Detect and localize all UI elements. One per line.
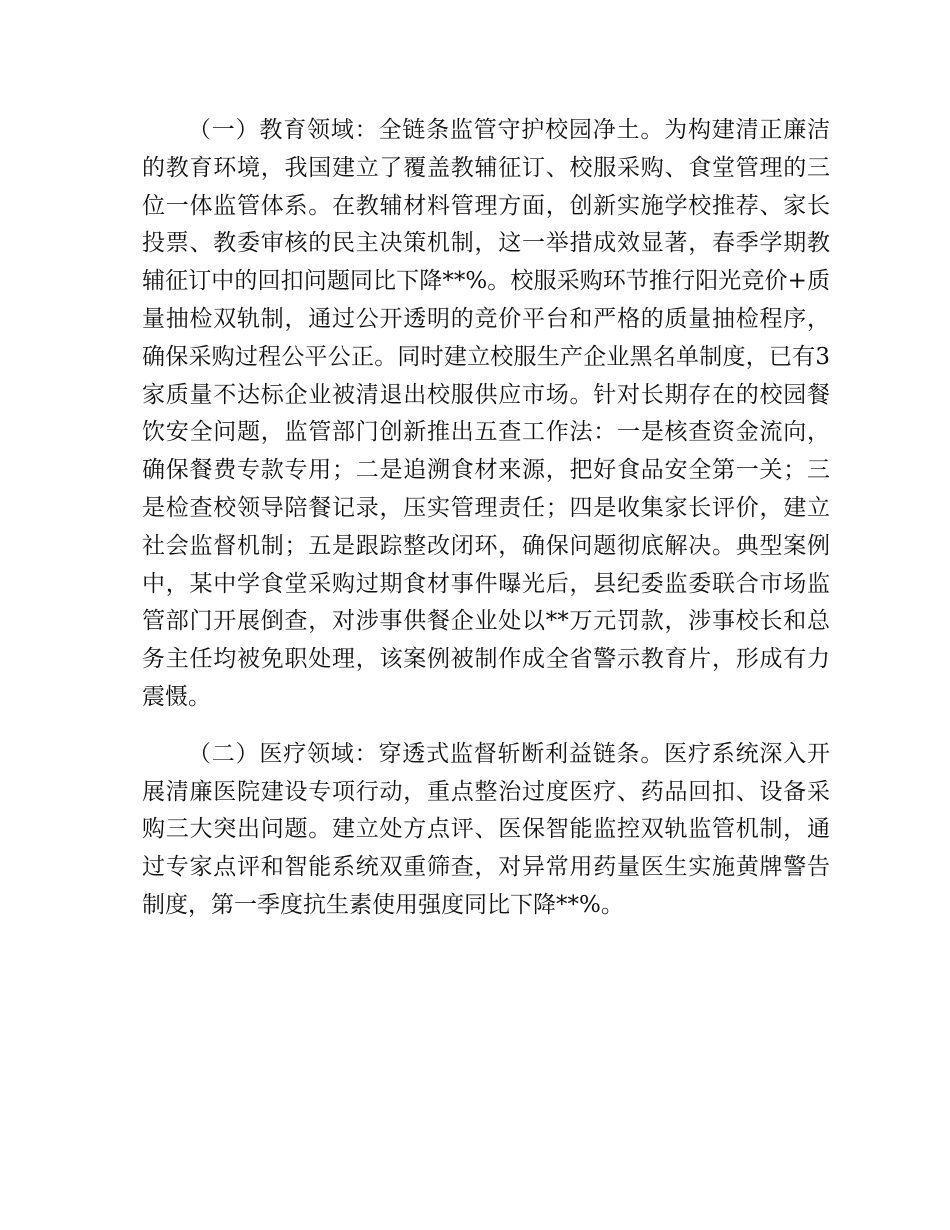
document-body [142,112,830,925]
paragraph-medical: （二）医疗领域：穿透式监督斩断利益链条。医疗系统深入开展清廉医院建设专项行动，重点整治过度医疗、药品回扣、设备采购三大突出问题。建立处方点评、医保智能监控双轨监管机制，通过专家点评和智能系统双重筛查，对异常用药量医生实施黄牌警告制度，第一季度抗生素使用强度同比下降**%。 [142,740,830,918]
paragraph-education: （一）教育领域：全链条监管守护校园净土。为构建清正廉洁的教育环境，我国建立了覆盖教辅征订、校服采购、食堂管理的三位一体监管体系。在教辅材料管理方面，创新实施学校推荐、家长投票、教委审核的民主决策机制，这一举措成效显著，春季学期教辅征订中的回扣问题同比下降**%。校服采购环节推行阳光竞价+质量抽检双轨制，通过公开透明的竞价平台和严格的质量抽检程序，确保采购过程公平公正。同时建立校服生产企业黑名单制度，已有3家质量不达标企业被清退出校服供应市场。针对长期存在的校园餐饮安全问题，监管部门创新推出五查工作法：一是核查资金流向，确保餐费专款专用；二是追溯食材来源，把好食品安全第一关；三是检查校领导陪餐记录，压实管理责任；四是收集家长评价，建立社会监督机制；五是跟踪整改闭环，确保问题彻底解决。典型案例中，某中学食堂采购过期食材事件曝光后，县纪委监委联合市场监管部门开展倒查，对涉事供餐企业处以**万元罚款，涉事校长和总务主任均被免职处理，该案例被制作成全省警示教育片，形成有力震慑。 [142,117,830,710]
